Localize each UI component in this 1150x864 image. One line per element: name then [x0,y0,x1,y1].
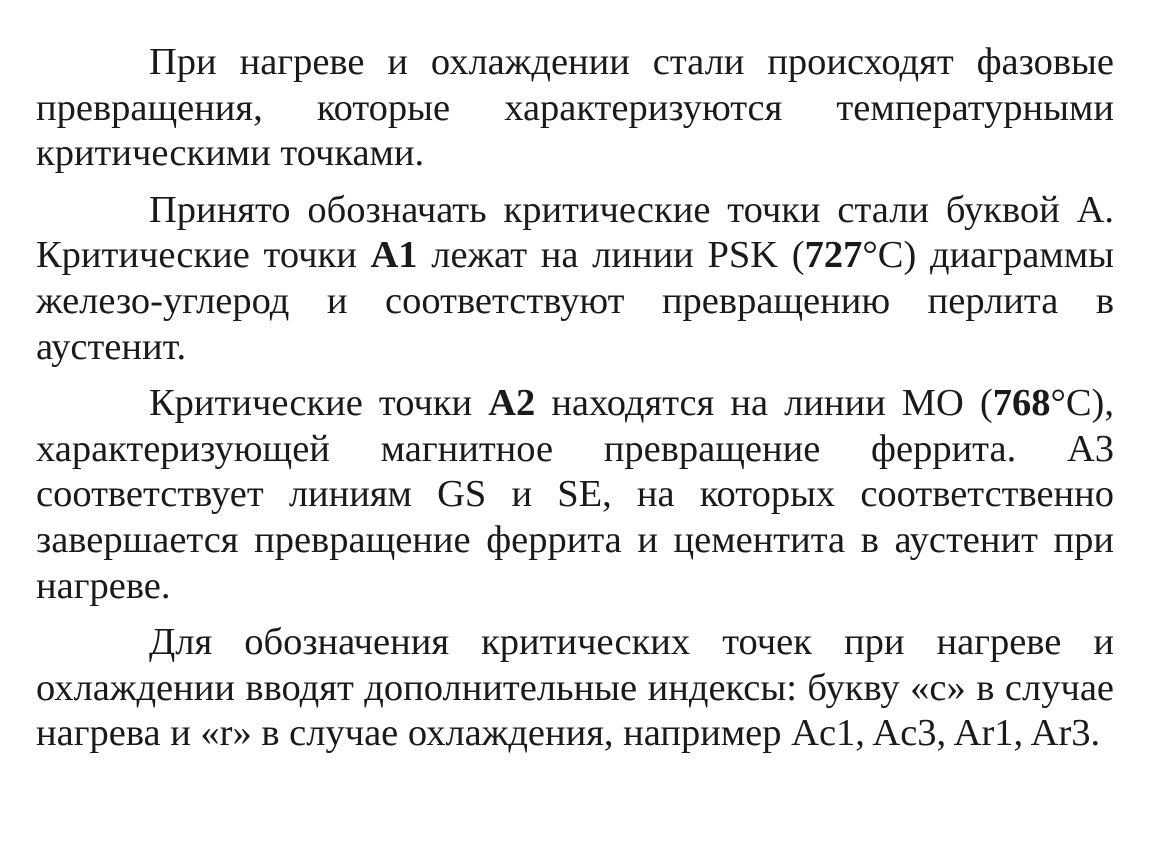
text-segment: Для обозначения критических точек при нагреве и охлаждении вводят дополнительные индексы: букву «с» в случае нагрева и «r» в случае охлаждения, например Ac1, Ac3, Ar1, Ar3. [36,621,1114,755]
paragraph-critical-point-a2-a3 [36,381,1114,609]
text-segment: находятся на линии МО ( [535,382,993,425]
text-segment: °С) диаграммы железо-углерод и соответствуют превращению перлита в аустенит. [36,234,1114,368]
bold-temperature-768: 768 [992,382,1051,425]
bold-term-a2: А2 [488,382,536,425]
paragraph-critical-point-a1 [36,188,1114,370]
bold-temperature-727: 727 [804,234,863,277]
text-segment: При нагреве и охлаждении стали происходят фазовые превращения, которые характеризуются температурными критическими точками. [36,41,1114,175]
text-segment: Принято обозначать критические точки стали буквой А. Критические точки [36,188,1114,277]
text-segment: лежат на линии PSK ( [417,234,805,277]
text-segment: °С), характеризующей магнитное превращение феррита. А3 соответствует линиям GS и SE, на которых соответственно завершается превращение феррита и цементита в аустенит при нагреве. [36,382,1114,607]
bold-term-a1: А1 [370,234,418,277]
text-segment: Критические точки [149,382,489,425]
paragraph-phase-transformations [36,40,1114,177]
paragraph-indices-notation [36,620,1114,757]
